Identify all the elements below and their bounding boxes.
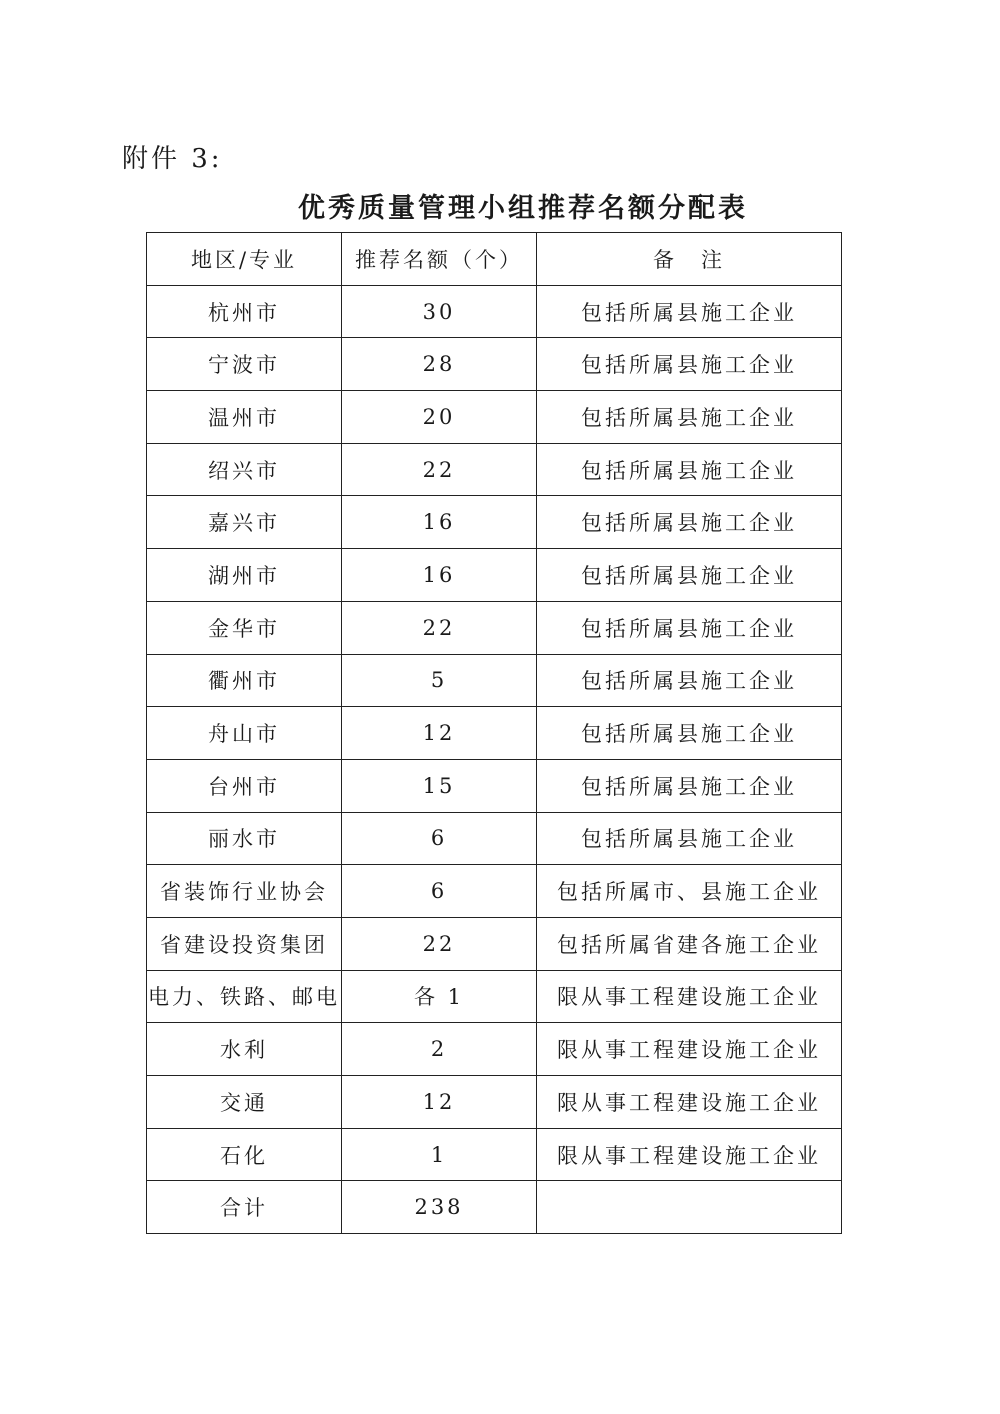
cell-remark: 限从事工程建设施工企业 [537,970,842,1023]
table-row [147,917,842,970]
cell-quota: 6 [342,865,537,918]
table-row [147,865,842,918]
cell-region: 金华市 [147,601,342,654]
cell-region: 舟山市 [147,707,342,760]
cell-remark: 包括所属县施工企业 [537,443,842,496]
cell-region: 水利 [147,1023,342,1076]
cell-region: 交通 [147,1076,342,1129]
cell-remark: 包括所属县施工企业 [537,285,842,338]
table-row [147,285,842,338]
table-row [147,338,842,391]
cell-region: 合计 [147,1181,342,1234]
cell-remark: 包括所属县施工企业 [537,601,842,654]
table-row [147,391,842,444]
quota-table [146,232,842,1234]
column-header-quota: 推荐名额（个） [342,233,537,286]
table-body [147,285,842,1233]
table-row-total [147,1181,842,1234]
cell-quota: 16 [342,496,537,549]
page-title: 优秀质量管理小组推荐名额分配表 [298,193,748,224]
cell-remark [537,1181,842,1234]
cell-quota: 28 [342,338,537,391]
table-row [147,970,842,1023]
cell-quota: 12 [342,1076,537,1129]
cell-region: 绍兴市 [147,443,342,496]
cell-remark: 包括所属县施工企业 [537,391,842,444]
cell-remark: 包括所属省建各施工企业 [537,917,842,970]
cell-quota: 22 [342,917,537,970]
cell-region: 电力、铁路、邮电 [147,970,342,1023]
cell-region: 丽水市 [147,812,342,865]
cell-quota: 15 [342,759,537,812]
cell-quota: 1 [342,1128,537,1181]
cell-remark: 包括所属县施工企业 [537,496,842,549]
cell-quota: 6 [342,812,537,865]
cell-quota: 238 [342,1181,537,1234]
table-row [147,759,842,812]
cell-remark: 包括所属县施工企业 [537,549,842,602]
table-row [147,1076,842,1129]
cell-region: 嘉兴市 [147,496,342,549]
cell-quota: 16 [342,549,537,602]
cell-remark: 包括所属县施工企业 [537,338,842,391]
cell-region: 温州市 [147,391,342,444]
cell-remark: 包括所属县施工企业 [537,707,842,760]
column-header-remark: 备 注 [537,233,842,286]
cell-quota: 20 [342,391,537,444]
cell-remark: 包括所属县施工企业 [537,654,842,707]
table-row [147,496,842,549]
cell-remark: 包括所属县施工企业 [537,812,842,865]
cell-quota: 5 [342,654,537,707]
cell-region: 台州市 [147,759,342,812]
table-row [147,1023,842,1076]
cell-quota: 各 1 [342,970,537,1023]
attachment-label: 附件 3: [122,144,223,174]
table-row [147,1128,842,1181]
cell-quota: 22 [342,601,537,654]
cell-remark: 限从事工程建设施工企业 [537,1023,842,1076]
cell-quota: 2 [342,1023,537,1076]
cell-remark: 包括所属市、县施工企业 [537,865,842,918]
cell-remark: 限从事工程建设施工企业 [537,1076,842,1129]
cell-remark: 限从事工程建设施工企业 [537,1128,842,1181]
cell-region: 湖州市 [147,549,342,602]
table-row [147,707,842,760]
table-row [147,654,842,707]
cell-region: 衢州市 [147,654,342,707]
cell-region: 省装饰行业协会 [147,865,342,918]
table-row [147,443,842,496]
cell-quota: 30 [342,285,537,338]
table-header-row [147,233,842,286]
cell-remark: 包括所属县施工企业 [537,759,842,812]
table-row [147,601,842,654]
cell-region: 省建设投资集团 [147,917,342,970]
cell-region: 宁波市 [147,338,342,391]
cell-quota: 12 [342,707,537,760]
cell-region: 杭州市 [147,285,342,338]
table-row [147,812,842,865]
column-header-region: 地区/专业 [147,233,342,286]
cell-quota: 22 [342,443,537,496]
cell-region: 石化 [147,1128,342,1181]
table-row [147,549,842,602]
